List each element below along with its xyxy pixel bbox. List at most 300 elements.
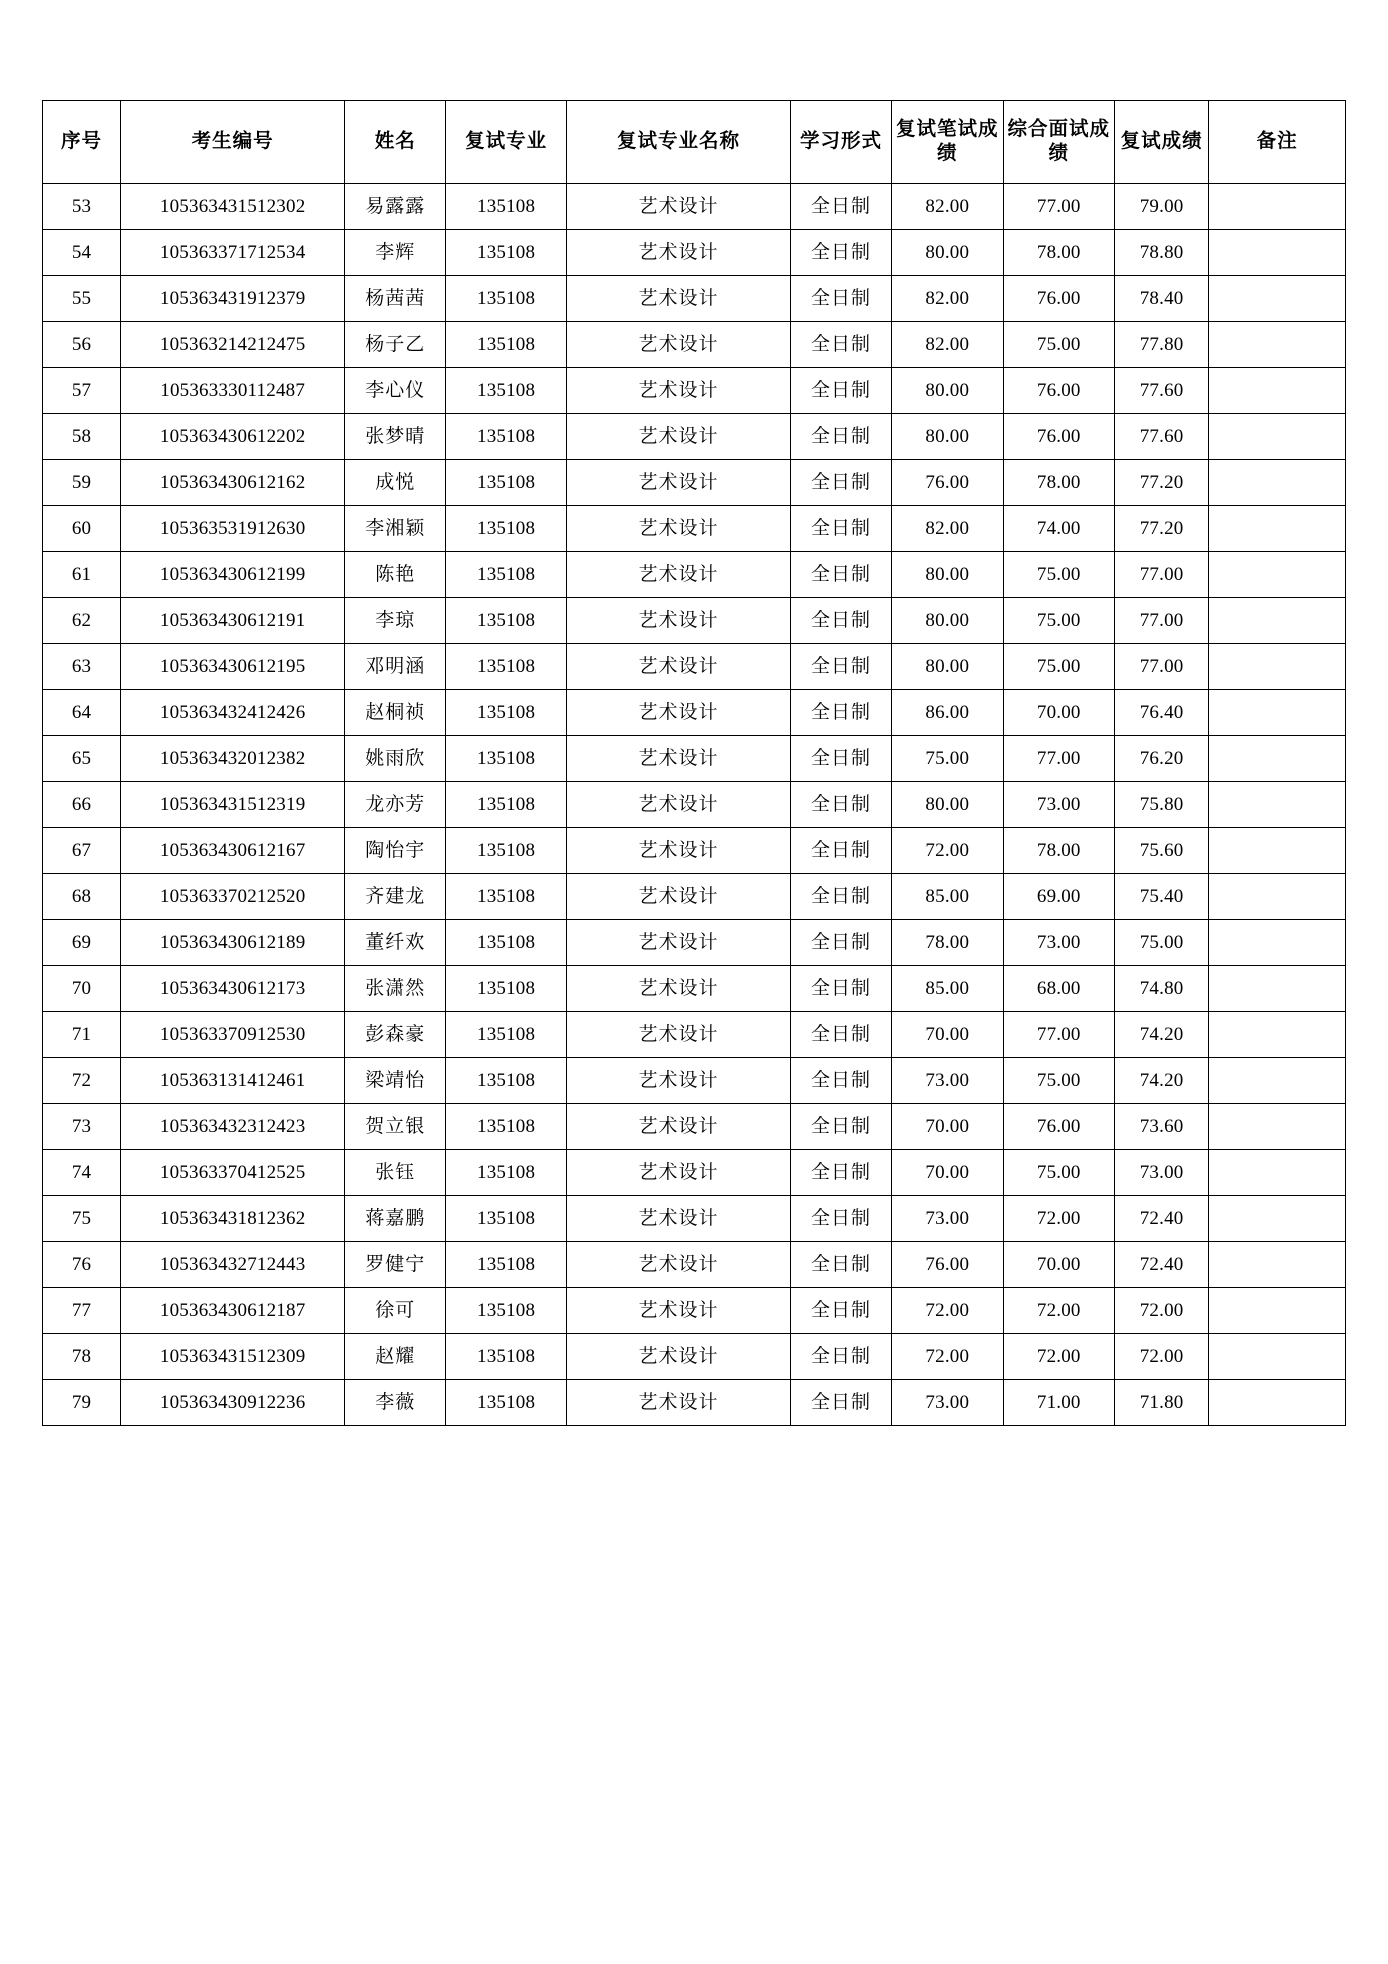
major-code-cell: 135108 (446, 506, 567, 552)
total-score-cell: 71.80 (1114, 1380, 1208, 1426)
major-name-cell: 艺术设计 (566, 506, 790, 552)
column-header-index: 序号 (43, 101, 121, 184)
major-name-cell: 艺术设计 (566, 1012, 790, 1058)
total-score-cell: 74.20 (1114, 1058, 1208, 1104)
major-name-cell: 艺术设计 (566, 276, 790, 322)
candidate-number-cell: 105363431512302 (121, 184, 345, 230)
major-code-cell: 135108 (446, 1012, 567, 1058)
major-name-cell: 艺术设计 (566, 1150, 790, 1196)
name-cell: 彭森豪 (345, 1012, 446, 1058)
total-score-cell: 77.60 (1114, 368, 1208, 414)
remark-cell (1209, 506, 1346, 552)
total-score-cell: 75.40 (1114, 874, 1208, 920)
major-code-cell: 135108 (446, 414, 567, 460)
column-header-total-score: 复试成绩 (1114, 101, 1208, 184)
interview-score-cell: 75.00 (1003, 598, 1114, 644)
name-cell: 姚雨欣 (345, 736, 446, 782)
table-row (43, 782, 1346, 828)
study-form-cell: 全日制 (790, 460, 891, 506)
candidate-number-cell: 105363432412426 (121, 690, 345, 736)
interview-score-cell: 72.00 (1003, 1196, 1114, 1242)
interview-score-cell: 72.00 (1003, 1288, 1114, 1334)
candidate-number-cell: 105363432012382 (121, 736, 345, 782)
written-score-cell: 80.00 (892, 598, 1003, 644)
candidate-number-cell: 105363431512319 (121, 782, 345, 828)
major-name-cell: 艺术设计 (566, 1380, 790, 1426)
major-code-cell: 135108 (446, 1104, 567, 1150)
candidate-number-cell: 105363370212520 (121, 874, 345, 920)
study-form-cell: 全日制 (790, 920, 891, 966)
major-code-cell: 135108 (446, 552, 567, 598)
remark-cell (1209, 874, 1346, 920)
major-code-cell: 135108 (446, 184, 567, 230)
major-code-cell: 135108 (446, 276, 567, 322)
major-code-cell: 135108 (446, 1288, 567, 1334)
major-code-cell: 135108 (446, 736, 567, 782)
table-row (43, 1242, 1346, 1288)
total-score-cell: 77.60 (1114, 414, 1208, 460)
candidate-number-cell: 105363371712534 (121, 230, 345, 276)
major-name-cell: 艺术设计 (566, 460, 790, 506)
table-row (43, 874, 1346, 920)
major-name-cell: 艺术设计 (566, 414, 790, 460)
name-cell: 陈艳 (345, 552, 446, 598)
name-cell: 赵桐祯 (345, 690, 446, 736)
remark-cell (1209, 552, 1346, 598)
major-code-cell: 135108 (446, 966, 567, 1012)
interview-score-cell: 77.00 (1003, 184, 1114, 230)
candidate-number-cell: 105363370912530 (121, 1012, 345, 1058)
index-cell: 56 (43, 322, 121, 368)
total-score-cell: 72.00 (1114, 1288, 1208, 1334)
interview-score-cell: 76.00 (1003, 276, 1114, 322)
study-form-cell: 全日制 (790, 1058, 891, 1104)
table-row (43, 1288, 1346, 1334)
total-score-cell: 77.00 (1114, 598, 1208, 644)
written-score-cell: 70.00 (892, 1104, 1003, 1150)
major-code-cell: 135108 (446, 460, 567, 506)
candidate-number-cell: 105363330112487 (121, 368, 345, 414)
study-form-cell: 全日制 (790, 1150, 891, 1196)
table-row (43, 598, 1346, 644)
study-form-cell: 全日制 (790, 368, 891, 414)
table-row (43, 690, 1346, 736)
interview-score-cell: 68.00 (1003, 966, 1114, 1012)
major-name-cell: 艺术设计 (566, 736, 790, 782)
total-score-cell: 77.80 (1114, 322, 1208, 368)
table-row (43, 1058, 1346, 1104)
study-form-cell: 全日制 (790, 1196, 891, 1242)
index-cell: 72 (43, 1058, 121, 1104)
major-name-cell: 艺术设计 (566, 920, 790, 966)
remark-cell (1209, 1242, 1346, 1288)
table-row (43, 1380, 1346, 1426)
name-cell: 成悦 (345, 460, 446, 506)
study-form-cell: 全日制 (790, 1012, 891, 1058)
major-code-cell: 135108 (446, 598, 567, 644)
index-cell: 67 (43, 828, 121, 874)
index-cell: 73 (43, 1104, 121, 1150)
written-score-cell: 85.00 (892, 966, 1003, 1012)
candidate-number-cell: 105363430612195 (121, 644, 345, 690)
study-form-cell: 全日制 (790, 414, 891, 460)
candidate-number-cell: 105363430612162 (121, 460, 345, 506)
index-cell: 75 (43, 1196, 121, 1242)
index-cell: 64 (43, 690, 121, 736)
study-form-cell: 全日制 (790, 690, 891, 736)
interview-score-cell: 75.00 (1003, 1058, 1114, 1104)
interview-score-cell: 73.00 (1003, 782, 1114, 828)
column-header-study-form: 学习形式 (790, 101, 891, 184)
name-cell: 赵耀 (345, 1334, 446, 1380)
table-row (43, 322, 1346, 368)
total-score-cell: 76.20 (1114, 736, 1208, 782)
total-score-cell: 74.80 (1114, 966, 1208, 1012)
table-row (43, 644, 1346, 690)
remark-cell (1209, 1334, 1346, 1380)
major-name-cell: 艺术设计 (566, 966, 790, 1012)
study-form-cell: 全日制 (790, 506, 891, 552)
remark-cell (1209, 782, 1346, 828)
remark-cell (1209, 276, 1346, 322)
major-name-cell: 艺术设计 (566, 644, 790, 690)
major-name-cell: 艺术设计 (566, 552, 790, 598)
study-form-cell: 全日制 (790, 874, 891, 920)
major-code-cell: 135108 (446, 1334, 567, 1380)
name-cell: 邓明涵 (345, 644, 446, 690)
written-score-cell: 82.00 (892, 276, 1003, 322)
major-name-cell: 艺术设计 (566, 184, 790, 230)
written-score-cell: 80.00 (892, 414, 1003, 460)
remark-cell (1209, 230, 1346, 276)
index-cell: 70 (43, 966, 121, 1012)
remark-cell (1209, 184, 1346, 230)
written-score-cell: 70.00 (892, 1150, 1003, 1196)
column-header-name: 姓名 (345, 101, 446, 184)
candidate-number-cell: 105363370412525 (121, 1150, 345, 1196)
column-header-remark: 备注 (1209, 101, 1346, 184)
study-form-cell: 全日制 (790, 644, 891, 690)
index-cell: 66 (43, 782, 121, 828)
column-header-candidate-number: 考生编号 (121, 101, 345, 184)
name-cell: 杨茜茜 (345, 276, 446, 322)
table-row (43, 276, 1346, 322)
candidate-number-cell: 105363431512309 (121, 1334, 345, 1380)
remark-cell (1209, 1288, 1346, 1334)
remark-cell (1209, 966, 1346, 1012)
major-name-cell: 艺术设计 (566, 598, 790, 644)
index-cell: 60 (43, 506, 121, 552)
major-code-cell: 135108 (446, 874, 567, 920)
index-cell: 69 (43, 920, 121, 966)
study-form-cell: 全日制 (790, 966, 891, 1012)
major-name-cell: 艺术设计 (566, 230, 790, 276)
written-score-cell: 70.00 (892, 1012, 1003, 1058)
candidate-number-cell: 105363430612189 (121, 920, 345, 966)
major-name-cell: 艺术设计 (566, 1104, 790, 1150)
candidate-number-cell: 105363430612202 (121, 414, 345, 460)
major-name-cell: 艺术设计 (566, 1242, 790, 1288)
name-cell: 杨子乙 (345, 322, 446, 368)
remark-cell (1209, 1058, 1346, 1104)
total-score-cell: 74.20 (1114, 1012, 1208, 1058)
table-row (43, 1196, 1346, 1242)
index-cell: 68 (43, 874, 121, 920)
candidate-number-cell: 105363430612187 (121, 1288, 345, 1334)
total-score-cell: 75.80 (1114, 782, 1208, 828)
written-score-cell: 78.00 (892, 920, 1003, 966)
candidate-number-cell: 105363531912630 (121, 506, 345, 552)
total-score-cell: 78.40 (1114, 276, 1208, 322)
table-row (43, 414, 1346, 460)
major-code-cell: 135108 (446, 368, 567, 414)
candidate-number-cell: 105363131412461 (121, 1058, 345, 1104)
name-cell: 梁靖怡 (345, 1058, 446, 1104)
major-name-cell: 艺术设计 (566, 322, 790, 368)
remark-cell (1209, 1012, 1346, 1058)
written-score-cell: 85.00 (892, 874, 1003, 920)
study-form-cell: 全日制 (790, 322, 891, 368)
study-form-cell: 全日制 (790, 1104, 891, 1150)
written-score-cell: 82.00 (892, 322, 1003, 368)
interview-score-cell: 78.00 (1003, 828, 1114, 874)
remark-cell (1209, 1380, 1346, 1426)
column-header-major-name: 复试专业名称 (566, 101, 790, 184)
interview-score-cell: 77.00 (1003, 736, 1114, 782)
index-cell: 76 (43, 1242, 121, 1288)
written-score-cell: 82.00 (892, 184, 1003, 230)
table-row (43, 506, 1346, 552)
remark-cell (1209, 828, 1346, 874)
interview-score-cell: 74.00 (1003, 506, 1114, 552)
written-score-cell: 80.00 (892, 552, 1003, 598)
major-code-cell: 135108 (446, 1058, 567, 1104)
remark-cell (1209, 644, 1346, 690)
name-cell: 董纤欢 (345, 920, 446, 966)
index-cell: 74 (43, 1150, 121, 1196)
study-form-cell: 全日制 (790, 1334, 891, 1380)
study-form-cell: 全日制 (790, 276, 891, 322)
interview-score-cell: 75.00 (1003, 322, 1114, 368)
index-cell: 78 (43, 1334, 121, 1380)
remark-cell (1209, 414, 1346, 460)
table-row (43, 184, 1346, 230)
total-score-cell: 73.60 (1114, 1104, 1208, 1150)
study-form-cell: 全日制 (790, 782, 891, 828)
total-score-cell: 79.00 (1114, 184, 1208, 230)
total-score-cell: 75.00 (1114, 920, 1208, 966)
total-score-cell: 77.20 (1114, 460, 1208, 506)
study-form-cell: 全日制 (790, 736, 891, 782)
major-name-cell: 艺术设计 (566, 1058, 790, 1104)
name-cell: 易露露 (345, 184, 446, 230)
index-cell: 61 (43, 552, 121, 598)
written-score-cell: 80.00 (892, 368, 1003, 414)
written-score-cell: 86.00 (892, 690, 1003, 736)
name-cell: 李心仪 (345, 368, 446, 414)
total-score-cell: 73.00 (1114, 1150, 1208, 1196)
interview-score-cell: 78.00 (1003, 460, 1114, 506)
major-code-cell: 135108 (446, 1242, 567, 1288)
written-score-cell: 73.00 (892, 1058, 1003, 1104)
table-row (43, 1150, 1346, 1196)
major-name-cell: 艺术设计 (566, 782, 790, 828)
interview-score-cell: 78.00 (1003, 230, 1114, 276)
written-score-cell: 76.00 (892, 1242, 1003, 1288)
major-code-cell: 135108 (446, 828, 567, 874)
major-code-cell: 135108 (446, 782, 567, 828)
retest-score-table (42, 100, 1346, 1426)
remark-cell (1209, 460, 1346, 506)
candidate-number-cell: 105363432712443 (121, 1242, 345, 1288)
column-header-interview-score: 综合面试成绩 (1003, 101, 1114, 184)
major-code-cell: 135108 (446, 322, 567, 368)
table-row (43, 966, 1346, 1012)
interview-score-cell: 75.00 (1003, 644, 1114, 690)
table-header-row (43, 101, 1346, 184)
total-score-cell: 77.20 (1114, 506, 1208, 552)
name-cell: 罗健宁 (345, 1242, 446, 1288)
interview-score-cell: 75.00 (1003, 1150, 1114, 1196)
index-cell: 62 (43, 598, 121, 644)
candidate-number-cell: 105363430912236 (121, 1380, 345, 1426)
written-score-cell: 72.00 (892, 828, 1003, 874)
interview-score-cell: 69.00 (1003, 874, 1114, 920)
table-row (43, 552, 1346, 598)
candidate-number-cell: 105363430612173 (121, 966, 345, 1012)
major-name-cell: 艺术设计 (566, 874, 790, 920)
remark-cell (1209, 1196, 1346, 1242)
study-form-cell: 全日制 (790, 184, 891, 230)
interview-score-cell: 76.00 (1003, 1104, 1114, 1150)
name-cell: 李湘颖 (345, 506, 446, 552)
column-header-written-score: 复试笔试成绩 (892, 101, 1003, 184)
total-score-cell: 72.40 (1114, 1196, 1208, 1242)
interview-score-cell: 72.00 (1003, 1334, 1114, 1380)
written-score-cell: 80.00 (892, 644, 1003, 690)
name-cell: 李辉 (345, 230, 446, 276)
remark-cell (1209, 1150, 1346, 1196)
major-code-cell: 135108 (446, 690, 567, 736)
interview-score-cell: 75.00 (1003, 552, 1114, 598)
index-cell: 57 (43, 368, 121, 414)
index-cell: 65 (43, 736, 121, 782)
table-row (43, 368, 1346, 414)
interview-score-cell: 77.00 (1003, 1012, 1114, 1058)
name-cell: 李薇 (345, 1380, 446, 1426)
major-code-cell: 135108 (446, 920, 567, 966)
study-form-cell: 全日制 (790, 552, 891, 598)
candidate-number-cell: 105363430612199 (121, 552, 345, 598)
interview-score-cell: 76.00 (1003, 368, 1114, 414)
written-score-cell: 80.00 (892, 782, 1003, 828)
index-cell: 54 (43, 230, 121, 276)
remark-cell (1209, 368, 1346, 414)
index-cell: 79 (43, 1380, 121, 1426)
name-cell: 陶怡宇 (345, 828, 446, 874)
written-score-cell: 73.00 (892, 1196, 1003, 1242)
candidate-number-cell: 105363431912379 (121, 276, 345, 322)
candidate-number-cell: 105363430612191 (121, 598, 345, 644)
name-cell: 张梦晴 (345, 414, 446, 460)
remark-cell (1209, 736, 1346, 782)
index-cell: 77 (43, 1288, 121, 1334)
index-cell: 63 (43, 644, 121, 690)
table-row (43, 1012, 1346, 1058)
total-score-cell: 77.00 (1114, 552, 1208, 598)
table-row (43, 460, 1346, 506)
candidate-number-cell: 105363214212475 (121, 322, 345, 368)
major-name-cell: 艺术设计 (566, 368, 790, 414)
name-cell: 徐可 (345, 1288, 446, 1334)
total-score-cell: 76.40 (1114, 690, 1208, 736)
remark-cell (1209, 598, 1346, 644)
written-score-cell: 75.00 (892, 736, 1003, 782)
major-code-cell: 135108 (446, 1150, 567, 1196)
major-code-cell: 135108 (446, 644, 567, 690)
total-score-cell: 78.80 (1114, 230, 1208, 276)
written-score-cell: 72.00 (892, 1334, 1003, 1380)
remark-cell (1209, 322, 1346, 368)
remark-cell (1209, 690, 1346, 736)
table-row (43, 1104, 1346, 1150)
study-form-cell: 全日制 (790, 598, 891, 644)
major-code-cell: 135108 (446, 1196, 567, 1242)
study-form-cell: 全日制 (790, 1288, 891, 1334)
table-row (43, 828, 1346, 874)
study-form-cell: 全日制 (790, 230, 891, 276)
index-cell: 58 (43, 414, 121, 460)
major-name-cell: 艺术设计 (566, 828, 790, 874)
name-cell: 李琼 (345, 598, 446, 644)
written-score-cell: 72.00 (892, 1288, 1003, 1334)
major-name-cell: 艺术设计 (566, 1334, 790, 1380)
table-body (43, 184, 1346, 1426)
interview-score-cell: 73.00 (1003, 920, 1114, 966)
table-row (43, 736, 1346, 782)
written-score-cell: 73.00 (892, 1380, 1003, 1426)
major-code-cell: 135108 (446, 230, 567, 276)
index-cell: 53 (43, 184, 121, 230)
index-cell: 55 (43, 276, 121, 322)
total-score-cell: 75.60 (1114, 828, 1208, 874)
study-form-cell: 全日制 (790, 828, 891, 874)
name-cell: 贺立银 (345, 1104, 446, 1150)
column-header-major-code: 复试专业 (446, 101, 567, 184)
major-name-cell: 艺术设计 (566, 690, 790, 736)
major-name-cell: 艺术设计 (566, 1196, 790, 1242)
written-score-cell: 82.00 (892, 506, 1003, 552)
candidate-number-cell: 105363430612167 (121, 828, 345, 874)
remark-cell (1209, 920, 1346, 966)
interview-score-cell: 70.00 (1003, 690, 1114, 736)
study-form-cell: 全日制 (790, 1242, 891, 1288)
name-cell: 龙亦芳 (345, 782, 446, 828)
candidate-number-cell: 105363431812362 (121, 1196, 345, 1242)
name-cell: 张钰 (345, 1150, 446, 1196)
candidate-number-cell: 105363432312423 (121, 1104, 345, 1150)
interview-score-cell: 71.00 (1003, 1380, 1114, 1426)
study-form-cell: 全日制 (790, 1380, 891, 1426)
total-score-cell: 72.40 (1114, 1242, 1208, 1288)
remark-cell (1209, 1104, 1346, 1150)
name-cell: 齐建龙 (345, 874, 446, 920)
name-cell: 张潇然 (345, 966, 446, 1012)
table-row (43, 230, 1346, 276)
table-row (43, 920, 1346, 966)
total-score-cell: 77.00 (1114, 644, 1208, 690)
major-name-cell: 艺术设计 (566, 1288, 790, 1334)
